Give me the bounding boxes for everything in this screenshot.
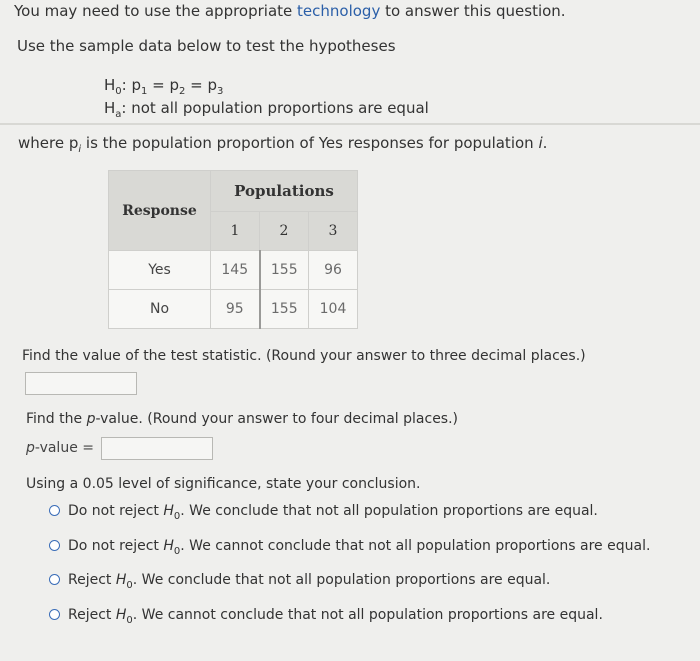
- where-sub: i: [78, 144, 82, 155]
- p1-sub: 1: [141, 86, 148, 97]
- h0-letter: H: [104, 76, 116, 94]
- test-statistic-input[interactable]: [25, 372, 137, 395]
- radio-button[interactable]: [49, 574, 60, 585]
- option-text-post: . We conclude that not all population proportions are equal.: [132, 572, 551, 588]
- option-reject-conclude[interactable]: [49, 572, 550, 591]
- conclusion-question: Using a 0.05 level of significance, state your conclusion.: [26, 476, 421, 492]
- row-label-no: No: [109, 290, 211, 329]
- p-value-question-prefix: Find the: [26, 411, 87, 427]
- h0-sub: 0: [115, 86, 122, 97]
- option-text-post: . We cannot conclude that not all population proportions are equal.: [132, 607, 603, 623]
- cell-no-1: 95: [211, 290, 260, 329]
- null-hypothesis: [104, 76, 223, 97]
- option-text-pre: Do not reject: [68, 503, 164, 519]
- response-header: Response: [109, 171, 211, 251]
- option-do-not-reject-conclude[interactable]: [49, 503, 598, 522]
- ha-text: : not all population proportions are equal: [121, 99, 429, 117]
- option-text-post: . We conclude that not all population proportions are equal.: [180, 503, 598, 519]
- where-end: .: [542, 134, 548, 152]
- ha-letter: H: [104, 99, 116, 117]
- radio-button[interactable]: [49, 505, 60, 516]
- populations-header: Populations: [211, 171, 358, 212]
- p-value-question-var: p: [86, 411, 96, 427]
- option-text-pre: Reject: [68, 607, 116, 623]
- h0-p3: = p: [185, 76, 218, 94]
- p-value-question-suffix: -value. (Round your answer to four decimal places.): [95, 411, 459, 427]
- option-do-not-reject-cannot-conclude[interactable]: [49, 538, 650, 557]
- instruction-text: Use the sample data below to test the hypotheses: [17, 37, 396, 55]
- h0-p1: : p: [121, 76, 141, 94]
- p-value-input[interactable]: [101, 437, 213, 460]
- data-table: [108, 170, 358, 329]
- radio-button[interactable]: [49, 540, 60, 551]
- test-statistic-question: Find the value of the test statistic. (Round your answer to three decimal places.): [22, 348, 586, 364]
- p-value-question: [26, 411, 458, 427]
- h0-p2: = p: [147, 76, 180, 94]
- option-text-post: . We cannot conclude that not all population proportions are equal.: [180, 538, 651, 554]
- alternative-hypothesis: [104, 99, 429, 120]
- cell-yes-3: 96: [309, 251, 358, 290]
- population-1-header: 1: [211, 212, 260, 251]
- p-value-label-var: p: [26, 440, 35, 456]
- p-value-label: [26, 440, 94, 456]
- intro-suffix: to answer this question.: [380, 2, 566, 20]
- ha-sub: a: [115, 109, 122, 120]
- option-text-pre: Do not reject: [68, 538, 164, 554]
- p-value-label-text: -value =: [34, 440, 94, 456]
- intro-text: [14, 2, 566, 20]
- intro-prefix: You may need to use the appropriate: [14, 2, 298, 20]
- option-reject-cannot-conclude[interactable]: [49, 607, 603, 626]
- option-h: H: [115, 572, 127, 588]
- p3-sub: 3: [217, 86, 224, 97]
- cell-yes-1: 145: [211, 251, 260, 290]
- row-label-yes: Yes: [109, 251, 211, 290]
- population-3-header: 3: [309, 212, 358, 251]
- option-sub: 0: [126, 580, 133, 591]
- technology-link[interactable]: technology: [297, 2, 381, 20]
- cell-yes-2: 155: [260, 251, 309, 290]
- where-middle: is the population proportion of Yes responses for population: [81, 134, 539, 152]
- cell-no-3: 104: [309, 290, 358, 329]
- option-h: H: [115, 607, 127, 623]
- option-sub: 0: [126, 615, 133, 626]
- option-sub: 0: [173, 511, 181, 522]
- cell-no-2: 155: [260, 290, 309, 329]
- p2-sub: 2: [179, 86, 186, 97]
- option-h: H: [163, 503, 174, 519]
- where-text: [18, 134, 547, 155]
- radio-button[interactable]: [49, 609, 60, 620]
- population-2-header: 2: [260, 212, 309, 251]
- option-h: H: [163, 538, 174, 554]
- section-divider: [0, 123, 700, 125]
- where-prefix: where p: [18, 134, 79, 152]
- option-text-pre: Reject: [68, 572, 116, 588]
- option-sub: 0: [173, 546, 181, 557]
- where-var: i: [538, 134, 543, 152]
